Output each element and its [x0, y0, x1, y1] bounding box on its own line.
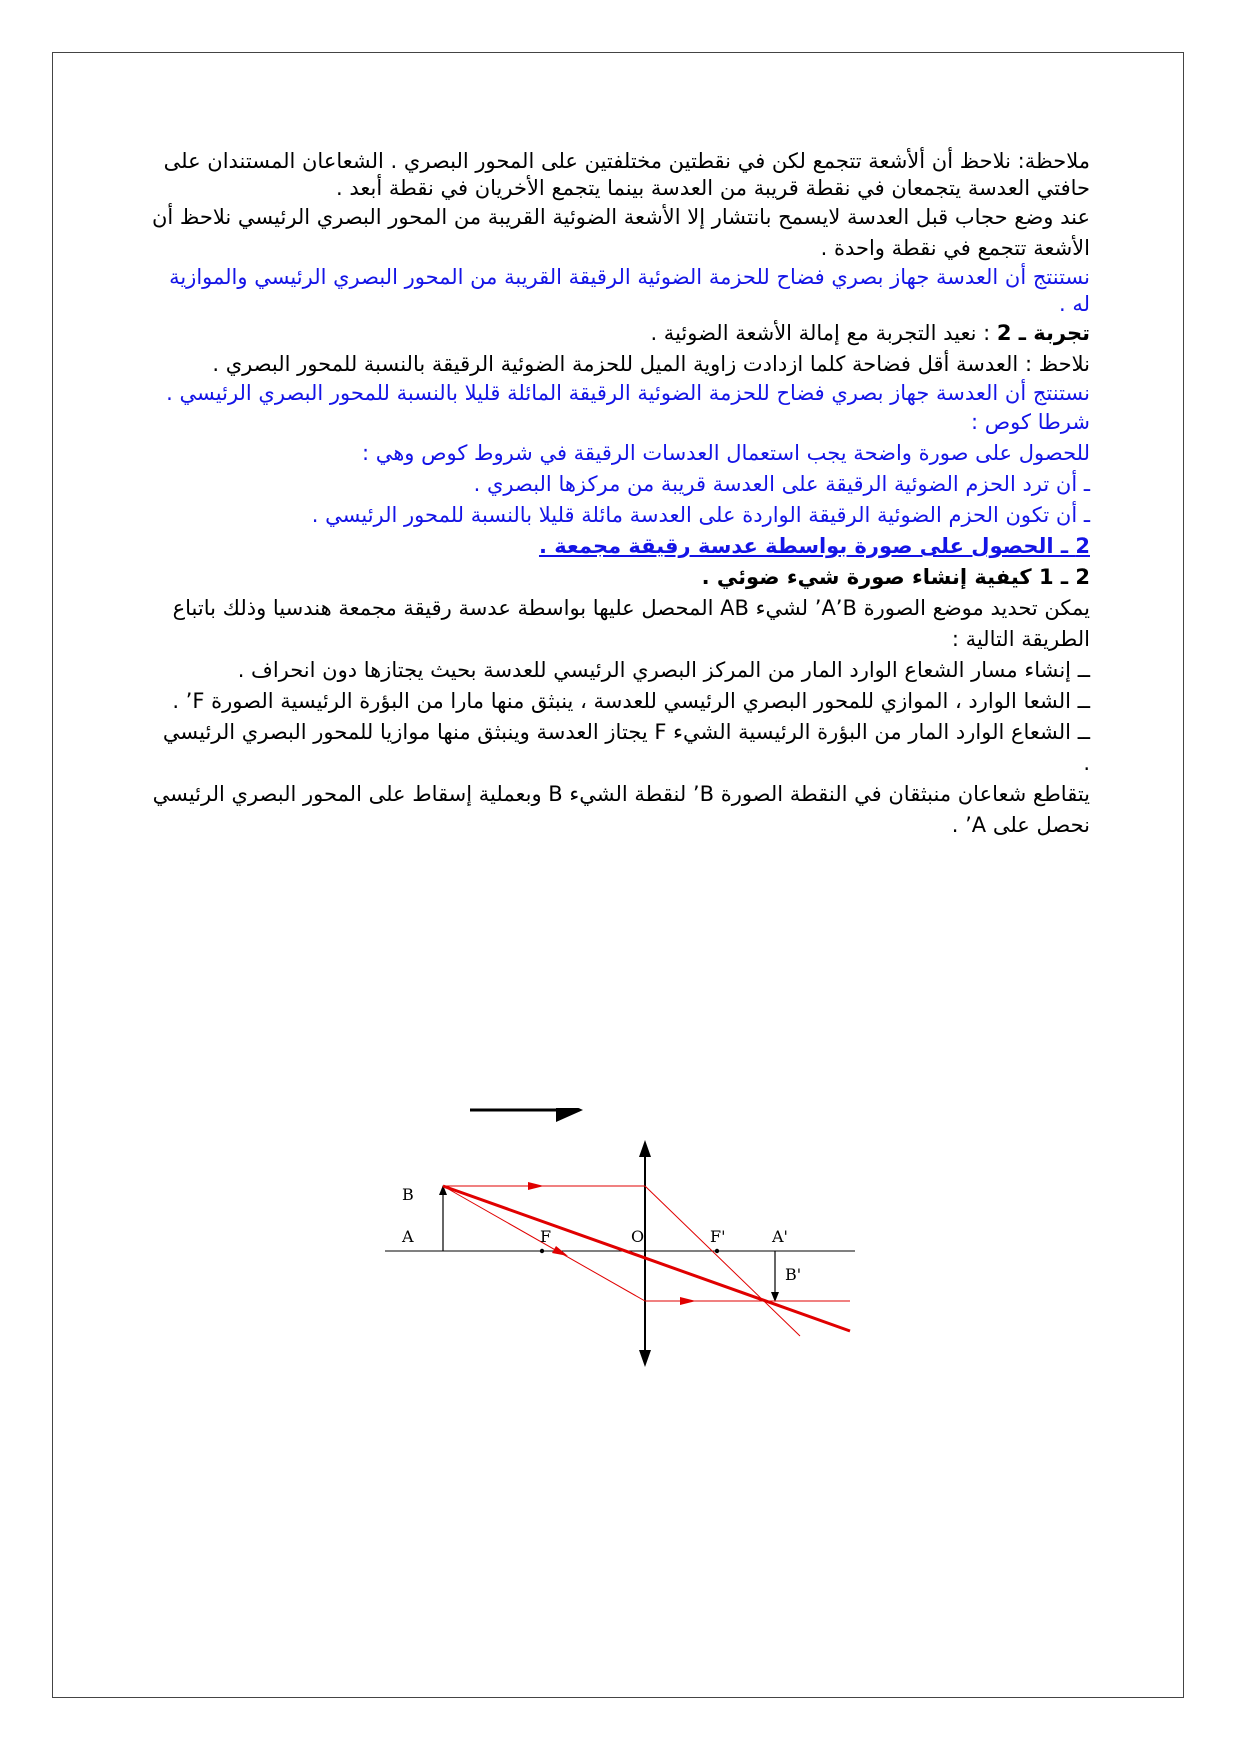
label-o: O — [631, 1227, 645, 1246]
conclusion-paragraph-2: نستنتج أن العدسة جهاز بصري فضاح للحزمة الضوئية الرقيقة المائلة قليلا بالنسبة للمحور البصري الرئيسي . — [166, 381, 1090, 405]
subsection-heading: 2 ـ 1 كيفية إنشاء صورة شيء ضوئي . — [701, 565, 1090, 589]
label-f: F — [540, 1227, 552, 1246]
label-f-prime: F' — [710, 1227, 726, 1246]
label-a-prime: A' — [772, 1227, 788, 1246]
conclusion-paragraph-1: نستنتج أن العدسة جهاز بصري فضاح للحزمة الضوئية الرقيقة القريبة من المحور البصري الرئيسي والموازية له . — [169, 265, 1090, 316]
screen-observation-paragraph: عند وضع حجاب قبل العدسة لايسمح بانتشار إلا الأشعة الضوئية القريبة من المحور البصري الرئيسي نلاحظ أن الأشعة تتجمع في نقطة واحدة . — [152, 205, 1090, 260]
ray-parallel-refracted — [645, 1186, 800, 1336]
lens-top-arrow — [639, 1140, 651, 1157]
focus-f-dot — [540, 1249, 544, 1253]
focus-f-prime-dot — [715, 1249, 719, 1253]
method-conclusion: يتقاطع شعاعان منبثقان في النقطة الصورة B’ لنقطة الشيء B وبعملية إسقاط على المحور البصري الرئيسي نحصل على A’ . — [152, 782, 1090, 837]
section-heading: 2 ـ الحصول على صورة بواسطة عدسة رقيقة مجمعة . — [538, 534, 1090, 558]
label-b-prime: B' — [785, 1265, 802, 1284]
lens-ray-diagram — [380, 1108, 870, 1380]
gauss-conditions-intro: للحصول على صورة واضحة يجب استعمال العدسات الرقيقة في شروط كوص وهي : — [361, 441, 1090, 465]
experiment-2-paragraph — [150, 318, 1090, 349]
tilt-observation-paragraph: نلاحظ : العدسة أقل فضاحة كلما ازدادت زاوية الميل للحزمة الضوئية الرقيقة بالنسبة للمحور البصري . — [212, 352, 1090, 376]
ray-parallel-arrowhead — [528, 1182, 544, 1190]
experiment-2-text: : نعيد التجربة مع إمالة الأشعة الضوئية . — [650, 321, 997, 345]
label-a: A — [402, 1227, 414, 1246]
gauss-conditions-title: شرطا كوص : — [971, 410, 1090, 434]
method-step-3: ــ الشعاع الوارد المار من البؤرة الرئيسية الشيء F يجتاز العدسة وينبثق منها موازيا للمحور البصري الرئيسي . — [162, 720, 1090, 775]
label-b: B — [402, 1185, 414, 1204]
gauss-condition-2: ـ أن تكون الحزم الضوئية الرقيقة الواردة على العدسة مائلة قليلا بالنسبة للمحور الرئيسي . — [311, 503, 1090, 527]
gauss-condition-1: ـ أن ترد الحزم الضوئية الرقيقة على العدسة قريبة من مركزها البصري . — [473, 472, 1090, 496]
method-step-1: ــ إنشاء مسار الشعاع الوارد المار من المركز البصري الرئيسي للعدسة بحيث يجتازها دون انحراف . — [237, 658, 1090, 682]
ray-emergent-arrowhead — [680, 1297, 696, 1305]
method-intro-paragraph: يمكن تحديد موضع الصورة A’B’ لشيء AB المحصل عليها بواسطة عدسة رقيقة مجمعة هندسيا وذلك باتباع الطريقة التالية : — [172, 596, 1090, 651]
ray-through-center — [443, 1186, 850, 1331]
lens-bottom-arrow — [639, 1350, 651, 1367]
observation-paragraph: ملاحظة: نلاحظ أن ألأشعة تتجمع لكن في نقطتين مختلفتين على المحور البصري . الشعاعان المستندان على حافتي العدسة يتجمعان في نقطة قريبة من العدسة بينما يتجمع الأخريان في نقطة أبعد . — [163, 149, 1090, 200]
method-step-2: ــ الشعا الوارد ، الموازي للمحور البصري الرئيسي للعدسة ، ينبثق منها مارا من البؤرة الرئيسية الصورة F’ . — [172, 689, 1090, 713]
experiment-2-title: تجربة ـ 2 — [996, 321, 1090, 345]
document-body — [150, 148, 1090, 841]
